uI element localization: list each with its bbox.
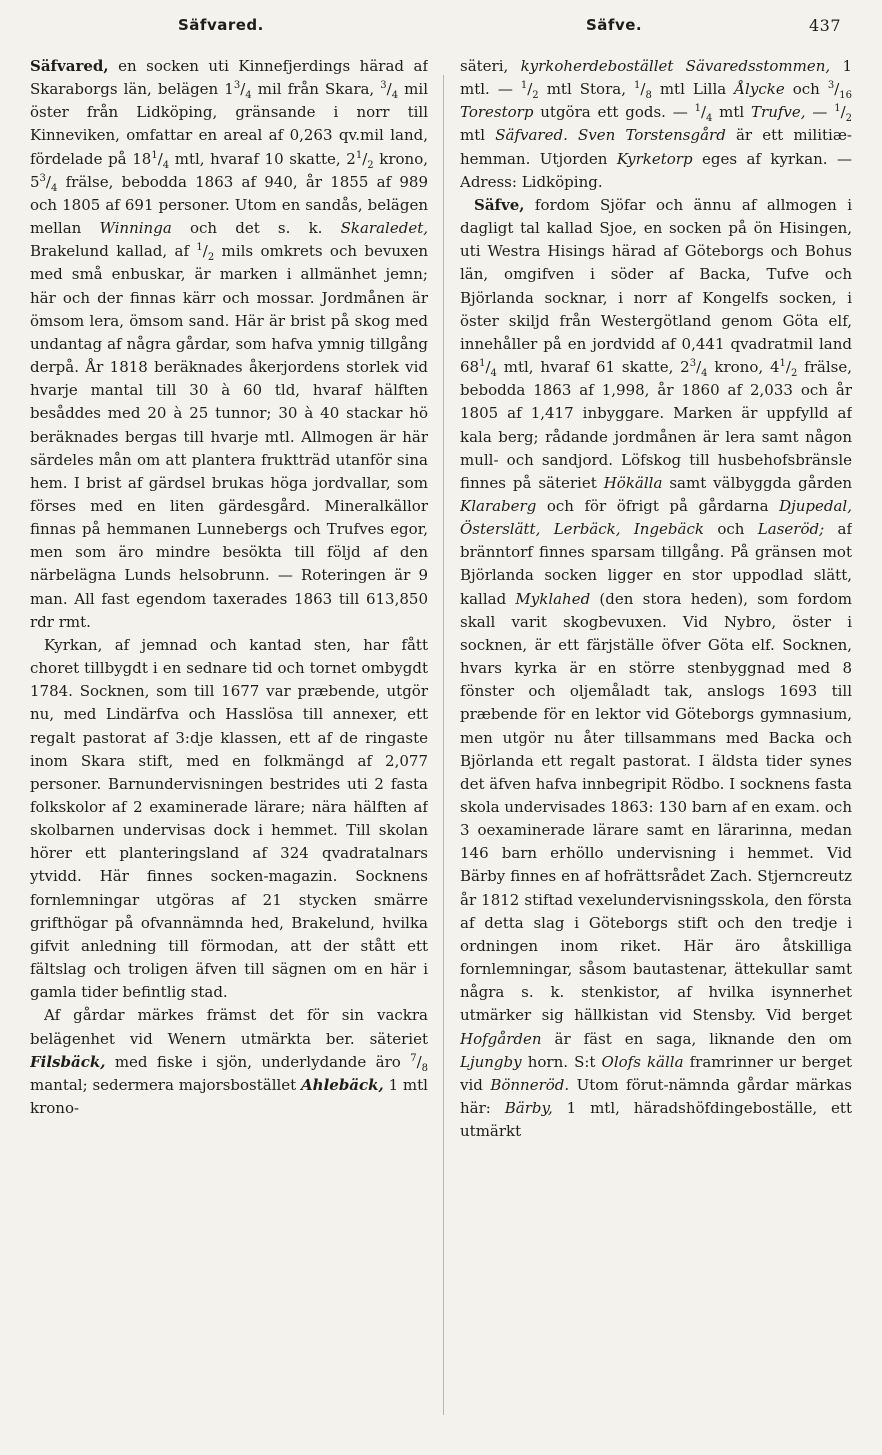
text-run: kyrkoherdebostället Sävaredsstommen, <box>520 57 831 75</box>
text-run: / <box>485 358 491 377</box>
text-run: framrinner ur berget vid <box>460 1052 852 1094</box>
text-run: 1 <box>196 242 203 254</box>
text-run: 4 <box>162 159 170 171</box>
text-run: / <box>527 80 533 99</box>
text-run: mtl <box>712 103 752 122</box>
text-run: / <box>157 149 163 168</box>
text-run: 1 mtl. — <box>460 57 852 99</box>
text-run: 4 <box>391 90 399 102</box>
text-run: och <box>784 80 828 99</box>
text-run: Utom förut-nämnda gårdar märkas här: <box>460 1075 852 1118</box>
text-run: Bärby, <box>504 1099 553 1118</box>
page-number: 437 <box>809 16 842 35</box>
text-run: — <box>805 103 835 122</box>
text-run: 1 <box>779 358 786 370</box>
text-run: 1 <box>151 149 158 161</box>
text-run: mil öster från Lidköping, gränsande i norr till Kinneviken, omfattar en areal af 0,263 qv.mil land, fördelade på 18 <box>30 80 428 168</box>
paragraph-kyrkan <box>30 634 428 1005</box>
text-run: / <box>45 172 51 191</box>
text-run: 4 <box>701 368 708 380</box>
paragraph-continuation <box>460 55 852 194</box>
text-run: mtl, hvaraf 10 skatte, 2 <box>169 149 356 168</box>
text-run: frälse, bebodda 1863 af 940, år 1855 af 989 och 1805 af 691 personer. Utom en sandås, belägen mellan <box>30 172 428 238</box>
text-run: 3 <box>39 172 46 184</box>
text-run: och för öfrigt på gårdarna <box>536 496 780 515</box>
text-run: 1 mtl krono- <box>30 1075 428 1118</box>
text-run: Djupedal, Österslätt, Lerbäck, Ingebäck <box>460 496 852 539</box>
text-run: 3 <box>827 80 835 92</box>
text-run: 4 <box>50 182 58 194</box>
text-run: Brakelund kallad, af <box>30 242 197 261</box>
text-run: 4 <box>706 113 713 125</box>
text-run: krono, 5 <box>30 149 428 191</box>
text-run: 2 <box>532 90 539 102</box>
text-run: / <box>416 1052 422 1071</box>
text-run: 1 <box>694 103 701 115</box>
entry-safvared <box>30 55 428 634</box>
text-run: 7 <box>410 1052 417 1064</box>
text-run: 1 <box>634 80 641 92</box>
text-run: / <box>202 242 208 261</box>
text-run: / <box>640 80 646 99</box>
text-run: Skaraledet, <box>340 219 428 238</box>
text-run: Olofs källa <box>601 1052 684 1071</box>
text-run: 1 <box>355 149 363 161</box>
text-run: mtl, hvaraf 61 skatte, 2 <box>496 358 690 377</box>
text-run: Hofgården <box>460 1029 542 1048</box>
header-right-word: Säfve. <box>586 16 643 34</box>
text-run: / <box>386 80 392 99</box>
text-run: 2 <box>790 368 798 380</box>
text-run: Torestorp <box>460 103 534 122</box>
text-run: 1 mtl, häradshöfdingeboställe, ett utmärkt <box>460 1099 852 1141</box>
text-run: med fiske i sjön, underlydande äro <box>105 1052 411 1071</box>
text-run: 4 <box>245 90 252 102</box>
text-run: Säfve, <box>474 195 525 214</box>
text-run: Ålycke <box>734 80 785 99</box>
text-run: Kyrkan, af jemnad och kantad sten, har fått choret tillbygdt i en sednare tid och tornet ombygdt 1784. Socknen, som till 1677 var præbende, utgör nu, med Lindärfva och Hasslösa till annexer, ett regalt pastorat af 3:dje klassen, ett af de ringaste inom Skara stift, med en folkmängd af 2,077 personer. Barnundervisningen bestrides uti 2 fasta folkskolor af 2 examinerade lärare; nära hälften af skolbarnen undervisas dock i hemmet. Till skolan hörer ett planteringsland af 324 qvadratalnars ytvidd. Här finnes socken-magazin. Socknens fornlemningar utgöras af 21 stycken smärre grifthögar på ofvannämnda hed, Brakelund, hvilka gifvit anledning till förmodan, att der stått ett fältslag och troligen äfven till sägnen om en här i gamla tider befintlig stad. <box>30 635 428 1002</box>
text-run: / <box>840 103 846 122</box>
text-run: Säfvared, <box>30 57 109 75</box>
text-run: mtl Stora, <box>538 80 634 99</box>
text-run: 4 <box>490 368 497 380</box>
text-run: och <box>703 520 758 539</box>
text-run: / <box>785 358 791 377</box>
column-divider <box>443 75 444 1415</box>
text-run: fordom Sjöfar och ännu af allmogen i dagligt tal kallad Sjoe, en socken på ön Hisingen, uti Westra Hisings härad af Göteborgs och Bohus län, omgifven i söder af Backa, Tufve och Björlanda socknar, i norr af Kongelfs socken, i öster skiljd från Westergötland genom Göta elf, innehåller på en jordvidd af 0,441 qvadratmil land 68 <box>460 195 852 377</box>
text-run: af bränntorf finnes sparsam tillgång. På gränsen mot Björlanda socken ligger en stor uppodlad slätt, kallad <box>460 520 852 608</box>
right-column <box>460 55 852 1435</box>
text-run: Filsbäck, <box>30 1052 106 1071</box>
text-run: mtl <box>460 126 496 145</box>
text-run: 3 <box>380 80 387 92</box>
text-run: är fäst en saga, liknande den om <box>541 1029 852 1048</box>
text-run: mil från Skara, <box>251 80 381 99</box>
text-run: / <box>240 80 246 99</box>
text-run: eges af kyrkan. — Adress: Lidköping. <box>460 149 852 191</box>
text-run: 8 <box>645 90 652 102</box>
text-run: säteri, <box>460 57 521 75</box>
text-run: Ljungby <box>460 1052 522 1071</box>
text-run: mtl Lilla <box>651 80 735 99</box>
text-run: Af gårdar märkes främst det för sin vackra belägenhet vid Wenern utmärkta ber. säteriet <box>30 1006 428 1048</box>
text-run: horn. S:t <box>521 1052 602 1071</box>
text-run: är ett militiæ-hemman. Utjorden <box>460 126 852 168</box>
text-run: Kyrketorp <box>616 149 693 168</box>
text-run: Hökälla <box>603 473 663 492</box>
text-run: mantal; sedermera majorsbostället <box>30 1075 302 1094</box>
text-run: samt välbyggda gården <box>662 473 852 492</box>
text-run: Klaraberg <box>460 496 537 515</box>
paragraph-gardar <box>30 1004 428 1120</box>
text-run: / <box>834 80 840 99</box>
text-run: / <box>696 358 702 377</box>
entry-safve <box>460 194 852 1143</box>
text-run: 2 <box>367 159 374 171</box>
text-run: (den stora heden), som fordom skall varit skogbevuxen. Vid Nybro, öster i socknen, är ett färjställe öfver Göta elf. Socknen, hvars kyrka är en större stenbyggnad med 8 fönster och oljemåladt tak, anslogs 1693 till præbende för en lektor vid Göteborgs gymnasium, men utgör nu åter tillsammans med Backa och Björlanda ett regalt pastorat. I äldsta tider synes det äfven hafva innbegripit Rödbo. I socknens fasta skola undervisades 1863: 130 barn af en exam. och 3 oexaminerade lärare samt en lärarinna, medan 146 barn erhöllo undervisning i hemmet. Vid Bärby finnes en af hofrättsrådet Zach. Stjerncreutz år 1812 stiftad vexelundervisningsskola, den första af detta slag i Göteborgs stift och den tredje i ordningen inom riket. Här äro åtskilliga fornlemningar, såsom bautastenar, ättekullar samt några s. k. stenkistor, af hvilka isynnerhet utmärker sig hällkistan vid Stensby. Vid berget <box>460 589 852 1025</box>
text-run: 2 <box>207 252 215 264</box>
text-run: mils omkrets och bevuxen med små enbuskar, är marken i allmänhet jemn; här och der finnas kärr och mossar. Jordmånen är ömsom lera, ömsom sand. Här är brist på skog med undantag af några gårdar, som hafva ymnig tillgång derpå. År 1818 beräknades åkerjordens storlek vid hvarje mantal till 30 à 60 tld, hvaraf hälften besåddes med 20 à 25 tunnor; 30 à 40 stackar hö beräknades bergas till hvarje mtl. Allmogen är här särdeles mån om att plantera fruktträd utanför sina hem. I brist af gärdsel brukas höga jordvallar, som förses med en liten gärdesgård. Mineralkällor finnas på hemmanen Lunnebergs och Trufves egor, men som äro mindre besökta till följd af den närbelägna Lunds helsobrunn. — Roteringen är 9 man. All fast egendom taxerades 1863 till 613,850 rdr rmt. <box>30 242 428 631</box>
text-run: / <box>700 103 706 122</box>
text-run: Trufve, <box>751 103 806 122</box>
text-run: Myklahed <box>515 589 591 608</box>
text-run: utgöra ett gods. — <box>533 103 695 122</box>
text-run: Säfvared. Sven Torstensgård <box>495 126 726 145</box>
running-header <box>0 16 882 50</box>
text-run: Winninga <box>99 219 172 238</box>
text-run: Laseröd; <box>757 520 825 539</box>
text-run: en socken uti Kinnefjerdings härad af Skaraborgs län, belägen 1 <box>30 57 428 99</box>
text-run: 3 <box>689 358 697 370</box>
text-run: 2 <box>845 113 852 125</box>
text-run: 1 <box>834 103 841 115</box>
text-run: 8 <box>421 1062 428 1074</box>
text-run: / <box>362 149 368 168</box>
text-run: 1 <box>479 358 486 370</box>
text-run: 3 <box>233 80 241 92</box>
left-column <box>30 55 428 1435</box>
header-left-word: Säfvared. <box>178 16 264 34</box>
text-run: 16 <box>839 90 852 102</box>
text-run: Ahlebäck, <box>301 1075 384 1094</box>
text-run: 1 <box>520 80 528 92</box>
text-run: och det s. k. <box>171 219 341 238</box>
text-run: frälse, bebodda 1863 af 1,998, år 1860 af 2,033 och år 1805 af 1,417 inbyggare. Marken är uppfylld af kala berg; rådande jordmånen är lera samt någon mull- och sandjord. Löfskog till husbehofsbränsle finnes på säteriet <box>460 358 852 492</box>
text-run: Bönneröd. <box>490 1075 570 1094</box>
text-run: krono, 4 <box>707 358 780 377</box>
